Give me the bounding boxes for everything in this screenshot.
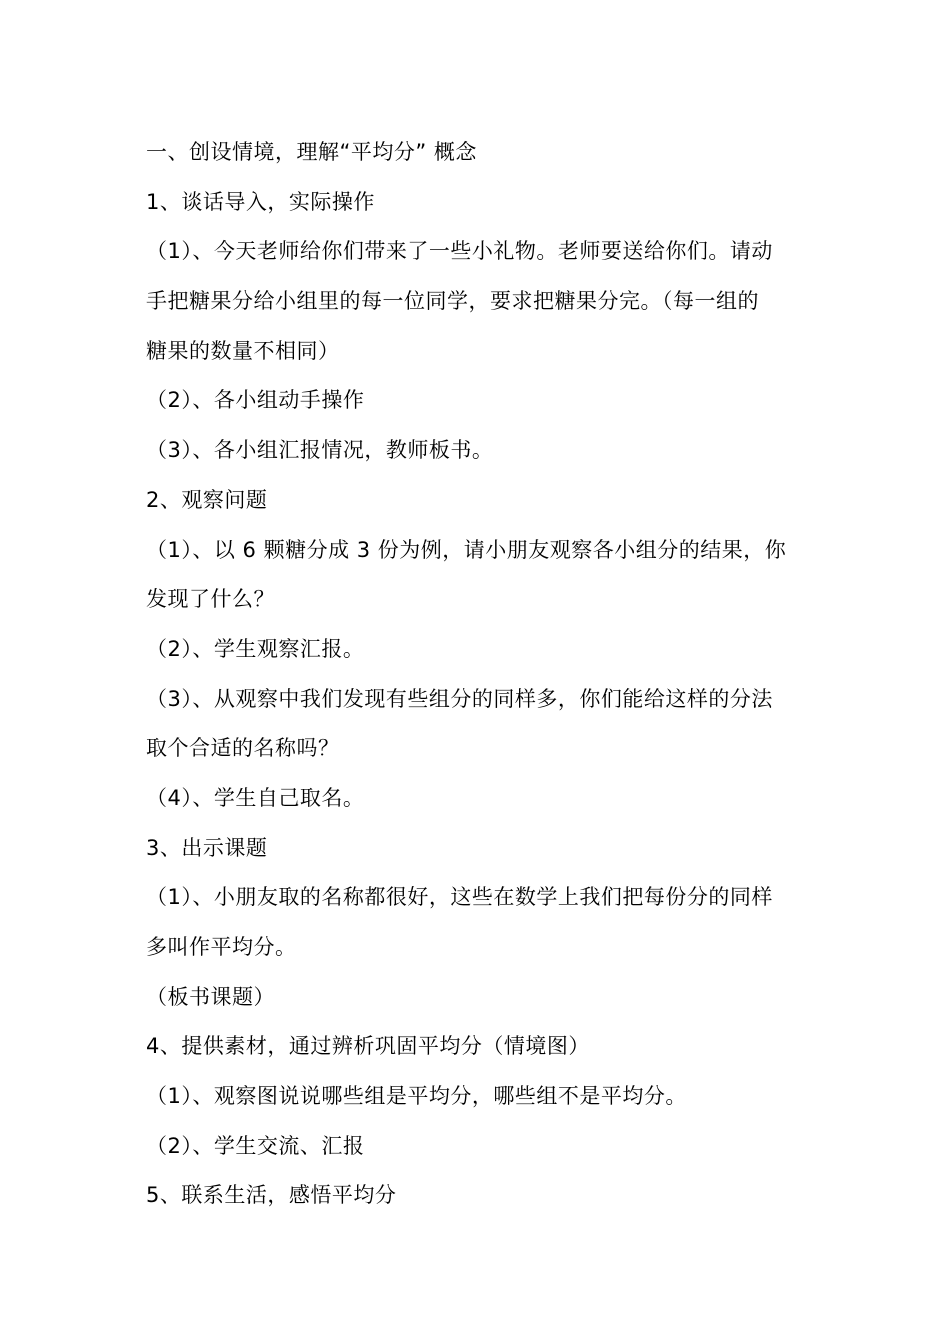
paragraph-line: （2）、学生观察汇报。 bbox=[146, 636, 365, 661]
paragraph-line: （板书课题） bbox=[146, 984, 275, 1009]
paragraph-line: 多叫作平均分。 bbox=[146, 935, 297, 959]
paragraph-line: （4）、学生自己取名。 bbox=[146, 785, 365, 810]
step-heading: 4、提供素材，通过辨析巩固平均分（情境图） bbox=[146, 1034, 590, 1059]
paragraph-line: 手把糖果分给小组里的每一位同学，要求把糖果分完。（每一组的 bbox=[146, 289, 759, 314]
paragraph-line: 发现了什么？ bbox=[146, 587, 275, 612]
paragraph-line: （1）、今天老师给你们带来了一些小礼物。老师要送给你们。请动 bbox=[146, 239, 773, 264]
section-heading: 一、创设情境，理解“平均分” 概念 bbox=[146, 140, 477, 164]
paragraph-line: 取个合适的名称吗？ bbox=[146, 736, 340, 761]
paragraph-line: 糖果的数量不相同） bbox=[146, 338, 340, 363]
step-heading: 5、联系生活，感悟平均分 bbox=[146, 1183, 397, 1208]
step-heading: 2、观察问题 bbox=[146, 487, 268, 512]
paragraph-line: （3）、从观察中我们发现有些组分的同样多，你们能给这样的分法 bbox=[146, 686, 773, 711]
paragraph-line: （1）、小朋友取的名称都很好，这些在数学上我们把每份分的同样 bbox=[146, 885, 773, 910]
paragraph-line: （2）、学生交流、汇报 bbox=[146, 1133, 365, 1158]
paragraph-line: （2）、各小组动手操作 bbox=[146, 388, 365, 413]
step-heading: 3、出示课题 bbox=[146, 835, 268, 860]
document-body bbox=[146, 128, 810, 1221]
paragraph-line: （1）、以 6 颗糖分成 3 份为例，请小朋友观察各小组分的结果，你 bbox=[146, 537, 787, 562]
paragraph-line: （3）、各小组汇报情况，教师板书。 bbox=[146, 438, 494, 463]
paragraph-line: （1）、观察图说说哪些组是平均分，哪些组不是平均分。 bbox=[146, 1084, 687, 1109]
step-heading: 1、谈话导入，实际操作 bbox=[146, 189, 375, 214]
